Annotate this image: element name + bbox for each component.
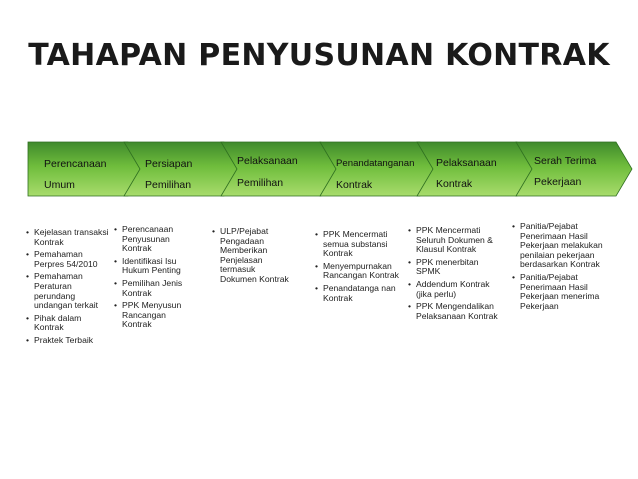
stage-5-bullet: • Addendum Kontrak (jika perlu) [408,280,498,299]
stage-6-bullet: • Panitia/Pejabat Penerimaan Hasil Pekerjaan menerima Pekerjaan [512,273,612,311]
page-title: TAHAPAN PENYUSUNAN KONTRAK [28,38,610,73]
stage-5-details [408,226,498,324]
stage-6-label-line1: Serah Terima [534,155,597,167]
stage-3-details [212,227,294,288]
stage-6-bullet: • Panitia/Pejabat Penerimaan Hasil Pekerjaan melakukan penilaian pekerjaan berdasarkan Kontrak [512,222,612,270]
stage-4-bullet: • Penandatanga nan Kontrak [315,284,401,303]
stage-6-label-line2: Pekerjaan [534,176,582,188]
stage-2-label-line2: Pemilihan [145,179,192,191]
stage-5-bullet: • PPK Mengendalikan Pelaksanaan Kontrak [408,302,498,321]
stage-5-bullet: • PPK menerbitan SPMK [408,258,498,277]
stage-2-bullet: • Identifikasi Isu Hukum Penting [114,257,196,276]
stage-4-bullet: • Menyempurnakan Rancangan Kontrak [315,262,401,281]
stage-4-label-line1: Penandatanganan [336,158,415,169]
stage-1-bullet: • Pemahaman Peraturan perundang undangan terkait [26,272,112,310]
stage-3-bullet: • ULP/Pejabat Pengadaan Memberikan Penjelasan termasuk Dokumen Kontrak [212,227,294,285]
stage-4-details [315,230,401,306]
stage-2-details [114,225,196,333]
stage-5-label-line1: Pelaksanaan [436,157,497,169]
stage-1-bullet: • Pemahaman Perpres 54/2010 [26,250,112,269]
stage-2-label-line1: Persiapan [145,158,193,170]
stage-1-label-line1: Perencanaan [44,158,107,170]
stage-5-bullet: • PPK Mencermati Seluruh Dokumen & Klausul Kontrak [408,226,498,255]
stage-2-bullet: • PPK Menyusun Rancangan Kontrak [114,301,196,330]
stage-6-details [512,222,612,314]
stage-2-bullet: • Pemilihan Jenis Kontrak [114,279,196,298]
stage-1-bullet: • Pihak dalam Kontrak [26,314,112,333]
stage-chevron-5 [417,142,533,196]
stage-2-bullet: • Perencanaan Penyusunan Kontrak [114,225,196,254]
stage-5-label-line2: Kontrak [436,178,473,190]
stage-1-bullet: • Praktek Terbaik [26,336,112,346]
stage-1-bullet: • Kejelasan transaksi Kontrak [26,228,112,247]
stage-4-label-line2: Kontrak [336,179,373,191]
stage-3-label-line1: Pelaksanaan [237,155,298,167]
stage-1-label-line2: Umum [44,179,75,191]
stage-1-details [26,228,112,349]
stage-3-label-line2: Pemilihan [237,177,284,189]
stage-4-bullet: • PPK Mencermati semua substansi Kontrak [315,230,401,259]
